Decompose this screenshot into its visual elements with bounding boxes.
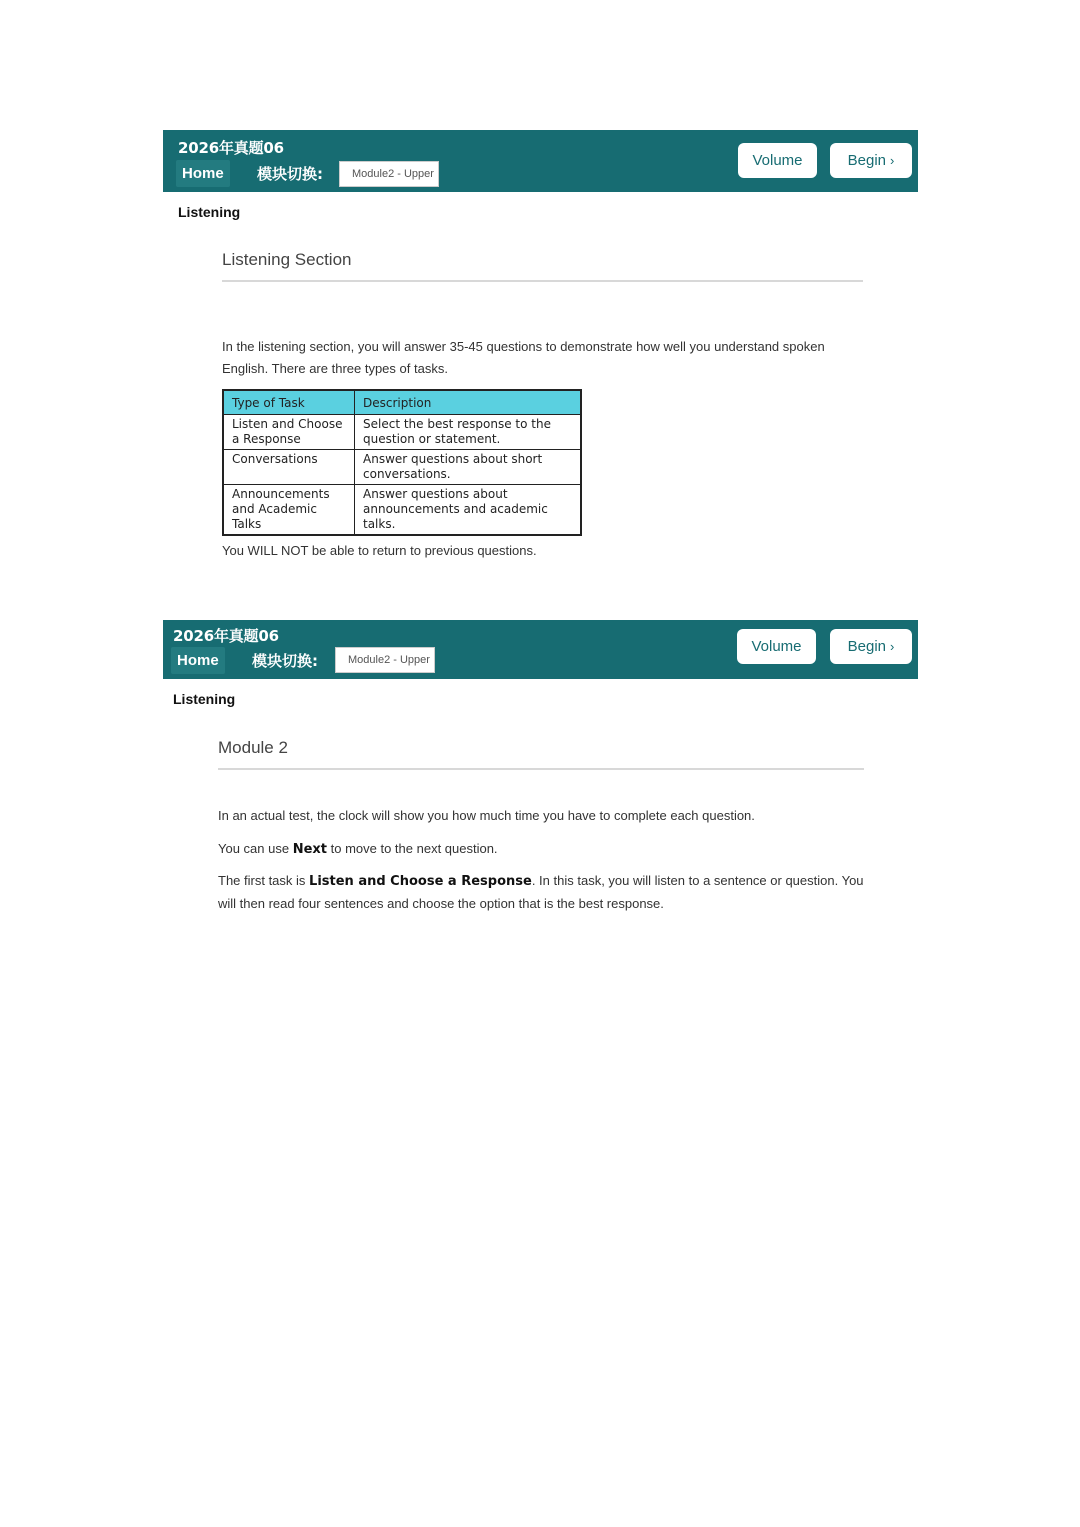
volume-button[interactable] [738, 143, 817, 178]
task-description-cell: Answer questions about announcements and academic talks. [355, 485, 582, 536]
return-note: You WILL NOT be able to return to previous questions. [222, 543, 537, 558]
module-switch-label: 模块切换: [252, 652, 318, 670]
app-title: 2026年真题06 [173, 627, 279, 645]
volume-button-label: Volume [752, 152, 803, 169]
volume-button[interactable] [737, 629, 816, 664]
next-paragraph [218, 838, 868, 861]
module-switch-label: 模块切换: [257, 165, 323, 183]
home-button[interactable]: Home [171, 647, 225, 674]
next-keyword: Next [292, 842, 327, 857]
first-task-pre: The first task is [218, 873, 310, 888]
chevron-right-icon: › [890, 153, 895, 168]
table-header-row [223, 390, 581, 415]
task-description-cell: Select the best response to the question or statement. [355, 415, 582, 450]
first-task-post: . In this task, you will listen to a sentence or question. You will then read four sentences and choose the option that is the best response. [218, 873, 864, 911]
page-title: Listening Section [222, 250, 863, 282]
page-title: Module 2 [218, 738, 864, 770]
task-description-cell: Answer questions about short conversations. [355, 450, 582, 485]
section-tag: Listening [173, 691, 236, 707]
column-header-type: Type of Task [223, 390, 355, 415]
screen-listening-section [163, 130, 918, 558]
begin-button-label: Begin [847, 152, 887, 169]
begin-button-label: Begin [847, 638, 887, 655]
volume-button-label: Volume [751, 638, 802, 655]
table-row [223, 485, 581, 536]
home-button[interactable]: Home [176, 160, 230, 187]
intro-text: In the listening section, you will answer 35-45 questions to demonstrate how well you understand spoken English. There are three types of tasks. [222, 339, 825, 376]
chevron-right-icon: › [890, 639, 895, 654]
table-row [223, 415, 581, 450]
next-paragraph-post: to move to the next question. [327, 841, 498, 856]
module-select[interactable]: Module2 - Upper [335, 647, 435, 673]
table-row [223, 450, 581, 485]
begin-button[interactable] [830, 629, 912, 664]
column-header-description: Description [355, 390, 582, 415]
first-task-paragraph [218, 870, 868, 915]
task-types-table [222, 389, 582, 536]
module-select[interactable]: Module2 - Upper [339, 161, 439, 187]
task-type-cell: Listen and Choose a Response [223, 415, 355, 450]
screen-module-2 [163, 620, 918, 911]
top-bar [163, 130, 918, 192]
task-type-cell: Announcements and Academic Talks [223, 485, 355, 536]
app-title: 2026年真题06 [178, 139, 284, 157]
begin-button[interactable] [830, 143, 912, 178]
section-tag: Listening [178, 204, 241, 220]
clock-paragraph: In an actual test, the clock will show you how much time you have to complete each question. [218, 808, 755, 823]
next-paragraph-pre: You can use [218, 841, 293, 856]
task-name-keyword: Listen and Choose a Response [309, 874, 532, 889]
top-bar [163, 620, 918, 679]
task-type-cell: Conversations [223, 450, 355, 485]
